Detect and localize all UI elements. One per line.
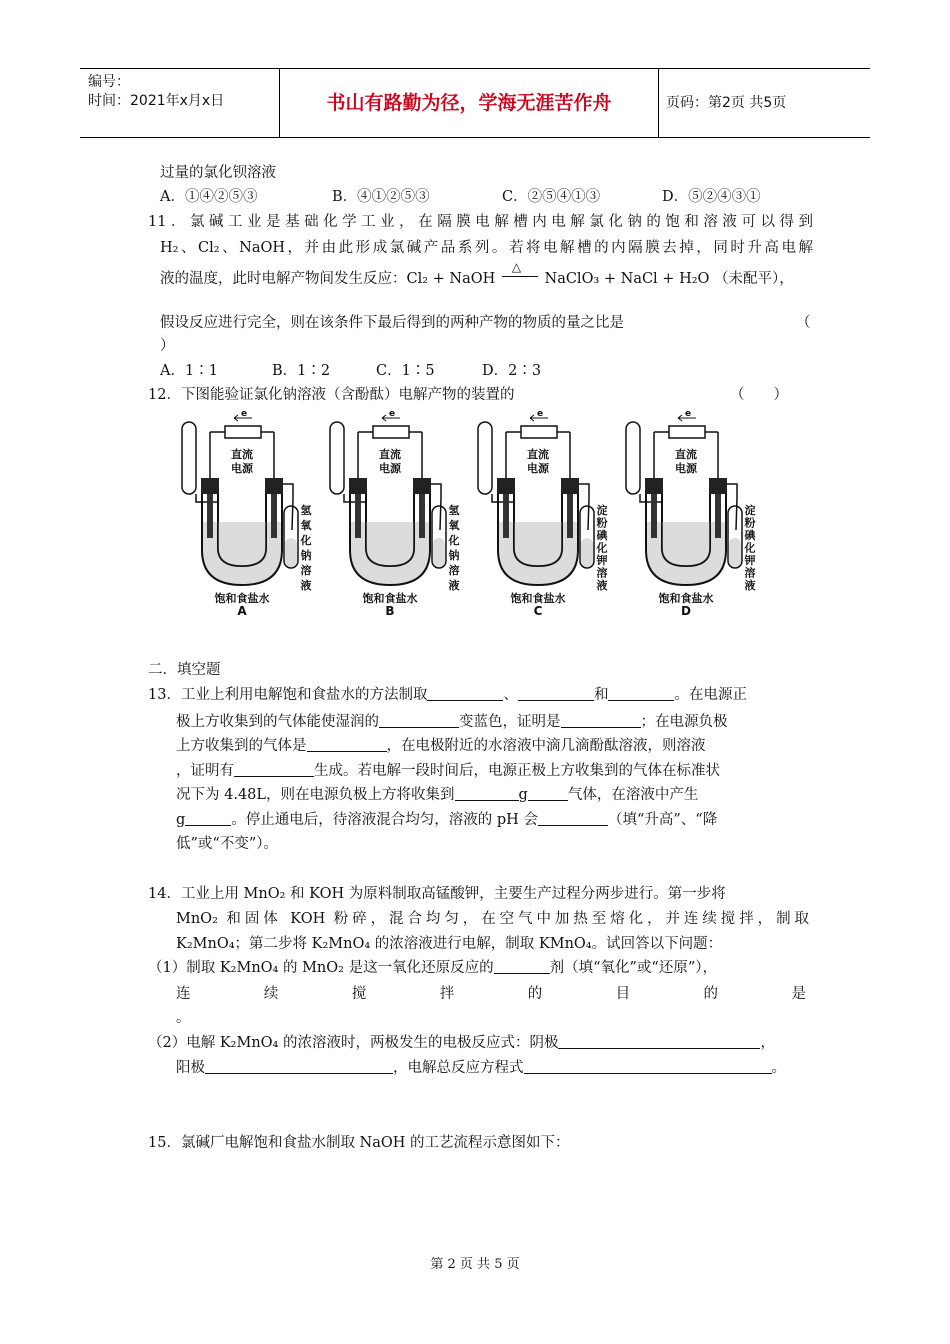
q11-line3-post: NaClO₃ + NaCl + H₂O （未配平），: [544, 271, 794, 287]
side-label-char: 氢: [300, 504, 312, 517]
right-electrode: [271, 494, 277, 538]
inverted-test-tube: [478, 422, 492, 494]
q13-line3: 上方收集到的气体是 ，在电极附近的水溶液中滴几滴酚酞溶液，则溶液: [176, 738, 706, 754]
bottom-label: 饱和食盐水: [510, 592, 566, 605]
dc-power-source: [669, 426, 705, 438]
left-stopper: [645, 478, 663, 494]
side-label-char: 溶: [448, 564, 460, 577]
inverted-test-tube: [626, 422, 640, 494]
q10-option-d: D．⑤②④③①: [662, 189, 761, 205]
electrolysis-figures: [160, 410, 800, 615]
power-label-1: 直流: [379, 448, 401, 461]
side-label-char: 化: [596, 541, 608, 555]
side-label-char: 钾: [744, 554, 756, 567]
q10-option-b: B．④①②⑤③: [332, 189, 430, 205]
dc-power-source: [521, 426, 557, 438]
q11-option-c: C．1∶5: [376, 363, 435, 379]
figure-letter: A: [237, 604, 247, 615]
left-electrode: [651, 494, 657, 538]
power-label-1: 直流: [675, 448, 697, 461]
left-stopper: [497, 478, 515, 494]
q12-paren: （ ）: [730, 387, 788, 403]
figure-a: [182, 410, 313, 615]
inverted-test-tube: [182, 422, 196, 494]
electron-label: e: [388, 410, 396, 419]
u-tube-inner-liquid: [514, 522, 562, 566]
q11-option-a: A．1∶1: [160, 363, 218, 379]
side-label-char: 液: [744, 579, 756, 592]
side-label-char: 碘: [596, 529, 608, 542]
side-label-char: 淀: [744, 504, 756, 517]
dc-power-source: [225, 426, 261, 438]
left-stopper: [349, 478, 367, 494]
side-label-char: 钠: [300, 549, 312, 562]
q14-spread-line: 连 续 搅 拌 的 目 的 是: [176, 986, 806, 1002]
side-label-char: 氧: [300, 519, 312, 532]
page-label: 页码：第2页 共5页: [666, 95, 787, 111]
bottom-label: 饱和食盐水: [214, 592, 270, 605]
q10-line: 过量的氯化钡溶液: [160, 165, 276, 181]
side-label-char: 氧: [448, 519, 460, 532]
right-electrode: [419, 494, 425, 538]
left-stopper: [201, 478, 219, 494]
left-electrode: [355, 494, 361, 538]
u-tube-inner-liquid: [662, 522, 710, 566]
q13-line4: ，证明有 生成。若电解一段时间后，电源正极上方收集到的气体在标准状: [176, 763, 720, 779]
side-tube-liquid: [729, 538, 741, 567]
side-label-char: 溶: [300, 564, 312, 577]
q11-paren-close: ）: [160, 338, 175, 354]
u-tube-inner-liquid: [218, 522, 266, 566]
figure-d: [626, 410, 757, 615]
figure-letter: D: [681, 604, 691, 615]
q13-line5: 况下为 4.48L，则在电源负极上方将收集到 g 气体，在溶液中产生: [176, 787, 699, 803]
figure-b: [330, 410, 461, 615]
q11-option-b: B．1∶2: [272, 363, 331, 379]
q13-line6: g 。停止通电后，待溶液混合均匀，溶液的 pH 会 （填“升高”、“降: [176, 812, 718, 828]
q12-line: 12．下图能验证氯化钠溶液（含酚酞）电解产物的装置的: [148, 387, 515, 403]
side-label-char: 粉: [744, 516, 756, 530]
side-label-char: 化: [300, 534, 312, 547]
electron-label: e: [240, 410, 248, 419]
side-label-char: 液: [300, 579, 312, 592]
right-electrode: [715, 494, 721, 538]
q14-line1: 14．工业上用 MnO₂ 和 KOH 为原料制取高锰酸钾，主要生产过程分两步进行。第一步将: [148, 886, 726, 902]
side-label-char: 氢: [448, 504, 460, 517]
inverted-test-tube: [330, 422, 344, 494]
power-label-2: 电源: [527, 462, 549, 475]
right-electrode: [567, 494, 573, 538]
heat-symbol: △: [511, 260, 522, 274]
side-label-char: 液: [596, 579, 608, 592]
motto: 书山有路勤为径，学海无涯苦作舟: [280, 69, 659, 137]
side-tube-liquid: [433, 538, 445, 567]
side-label-char: 液: [448, 579, 460, 592]
left-electrode: [207, 494, 213, 538]
power-label-2: 电源: [231, 462, 253, 475]
electron-label: e: [684, 410, 692, 419]
u-tube-inner-liquid: [366, 522, 414, 566]
side-label-char: 化: [448, 534, 460, 547]
q10-option-a: A．①④②⑤③: [160, 189, 258, 205]
right-stopper: [561, 478, 579, 494]
q13-line2: 极上方收集到的气体能使湿润的 变蓝色，证明是 ；在电源负极: [176, 714, 728, 730]
header-info: [80, 69, 280, 137]
page-header: [80, 68, 870, 138]
side-label-char: 溶: [596, 566, 608, 580]
power-label-1: 直流: [527, 448, 549, 461]
page-footer: 第 2 页 共 5 页: [430, 1257, 520, 1272]
q11-line2: H₂、Cl₂、NaOH，并由此形成氯碱产品系列。若将电解槽的内隔膜去掉，同时升高电解: [160, 240, 813, 256]
figure-letter: C: [533, 604, 543, 615]
left-electrode: [503, 494, 509, 538]
power-label-2: 电源: [675, 462, 697, 475]
q11-line1: 11．氯碱工业是基础化学工业，在隔膜电解槽内电解氯化钠的饱和溶液可以得到: [148, 214, 813, 230]
figure-letter: B: [385, 604, 395, 615]
side-label-char: 溶: [744, 566, 756, 580]
q13-line1: 13．工业上利用电解饱和食盐水的方法制取 、 和 。在电源正: [148, 687, 747, 703]
right-stopper: [413, 478, 431, 494]
q11-line4: 假设反应进行完全，则在该条件下最后得到的两种产物的物质的量之比是: [160, 315, 624, 331]
q11-paren-open: （: [796, 315, 811, 331]
number-label: 编号：: [88, 74, 130, 90]
section-title: 二．填空题: [148, 662, 221, 678]
electron-label: e: [536, 410, 544, 419]
q15-line: 15．氯碱厂电解饱和食盐水制取 NaOH 的工艺流程示意图如下：: [148, 1135, 570, 1151]
q14-part1: （1）制取 K₂MnO₄ 的 MnO₂ 是这一氧化还原反应的 剂（填“氧化”或“还原”），: [148, 960, 717, 976]
power-label-2: 电源: [379, 462, 401, 475]
power-label-1: 直流: [231, 448, 253, 461]
right-stopper: [265, 478, 283, 494]
q13-line7: 低”或“不变”）。: [176, 836, 278, 852]
dc-power-source: [373, 426, 409, 438]
side-tube-liquid: [285, 538, 297, 567]
q14-line3: K₂MnO₄；第二步将 K₂MnO₄ 的浓溶液进行电解，制取 KMnO₄。试回答以下问题：: [176, 936, 723, 952]
q14-part2-line2: 阳极 ，电解总反应方程式 。: [176, 1060, 786, 1076]
time-label: 时间：2021年x月x日: [88, 93, 225, 109]
q14-line2: MnO₂ 和固体 KOH 粉碎，混合均匀，在空气中加热至熔化，并连续搅拌，制取: [176, 911, 809, 927]
side-tube-liquid: [581, 538, 593, 567]
figure-c: [478, 410, 609, 615]
side-label-char: 化: [744, 541, 756, 555]
side-label-char: 碘: [744, 529, 756, 542]
bottom-label: 饱和食盐水: [362, 592, 418, 605]
right-stopper: [709, 478, 727, 494]
q11-line3-pre: 液的温度，此时电解产物间发生反应：Cl₂ + NaOH: [160, 271, 496, 287]
q14-part2: （2）电解 K₂MnO₄ 的浓溶液时，两极发生的电极反应式：阴极 ，: [148, 1035, 775, 1051]
side-label-char: 钠: [448, 549, 460, 562]
heat-arrow: [500, 260, 540, 285]
q14-part1-end: 。: [176, 1010, 191, 1026]
side-label-char: 粉: [596, 516, 608, 530]
q11-line3: [160, 260, 794, 289]
side-label-char: 钾: [596, 554, 608, 567]
side-label-char: 淀: [596, 504, 608, 517]
q10-option-c: C．②⑤④①③: [502, 189, 601, 205]
bottom-label: 饱和食盐水: [658, 592, 714, 605]
q11-option-d: D．2∶3: [482, 363, 542, 379]
